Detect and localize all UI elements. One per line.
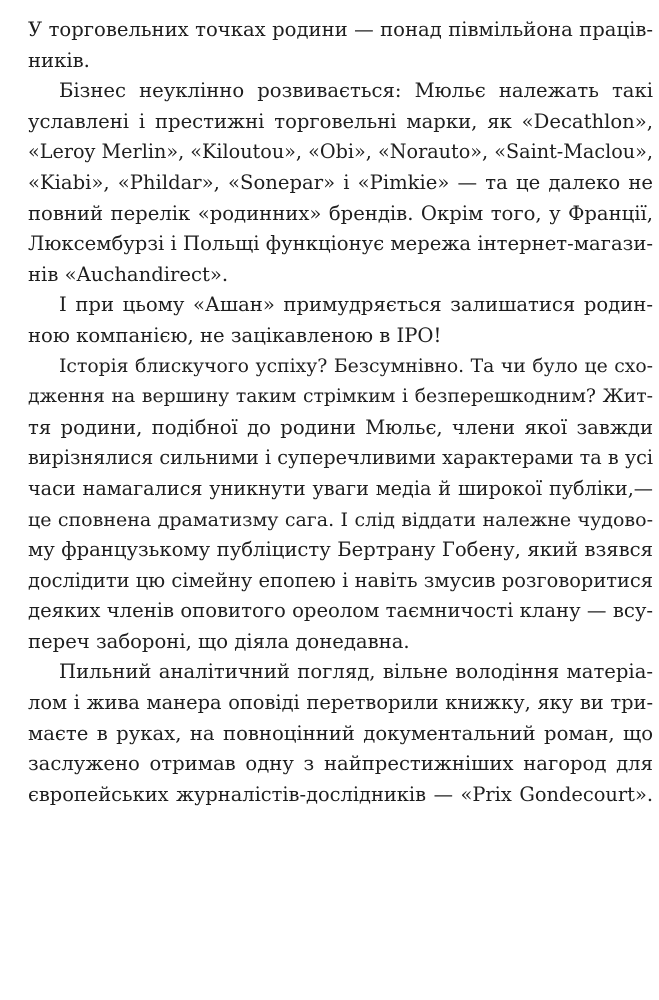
text-line: дослідити цю сімейну епопею і навіть змусив розговоритися: [28, 568, 653, 592]
text-line: заслужено отримав одну з найпрестижніших нагород для: [28, 752, 653, 776]
text-line: нів «Auchandirect».: [28, 262, 229, 286]
text-line: ною компанією, не зацікавленою в IPO!: [28, 323, 442, 347]
text-line: му французькому публіцисту Бертрану Гобену, який взявся: [28, 538, 653, 562]
text-line: переч забороні, що діяла донедавна.: [28, 629, 410, 653]
text-line: Історія блискучого успіху? Безсумнівно. Та чи було це схо-: [59, 355, 653, 377]
text-line: Пильний аналітичний погляд, вільне володіння матеріа-: [59, 660, 653, 684]
text-line: маєте в руках, на повноцінний документальний роман, що: [28, 721, 653, 745]
text-line: ників.: [28, 48, 90, 72]
text-line: Бізнес неуклінно розвивається: Мюльє належать такі: [59, 79, 653, 103]
text-line: лом і жива манера оповіді перетворили книжку, яку ви три-: [28, 691, 653, 715]
text-line: це сповнена драматизму сага. І слід віддати належне чудово-: [28, 508, 653, 531]
text-line: європейських журналістів-дослідників — «Prix Gondecourt».: [28, 782, 653, 806]
page-text: [28, 15, 653, 810]
text-line: часи намагалися уникнути уваги медіа й широкої публіки,—: [28, 476, 653, 500]
text-line: деяких членів оповитого ореолом таємничості клану — всу-: [28, 599, 653, 623]
text-line: повний перелік «родинних» брендів. Окрім того, у Франції,: [28, 201, 653, 225]
text-line: уславлені і престижні торговельні марки, як «Decathlon»,: [28, 109, 653, 133]
text-line: «Leroy Merlin», «Kiloutou», «Obi», «Norauto», «Saint-Maclou»,: [28, 140, 653, 164]
text-line: І при цьому «Ашан» примудряється залишатися родин-: [59, 293, 653, 317]
text-line: вирізнялися сильними і суперечливими характерами та в усі: [28, 446, 653, 470]
text-line: Люксембурзі і Польщі функціонує мережа інтернет-магази-: [28, 232, 653, 256]
text-line: «Kiabi», «Phildar», «Sonepar» і «Pimkie» — та це далеко не: [28, 170, 653, 194]
text-line: дження на вершину таким стрімким і безперешкодним? Жит-: [28, 386, 653, 408]
text-line: тя родини, подібної до родини Мюльє, члени якої завжди: [28, 415, 653, 439]
text-line: У торговельних точках родини — понад півмільйона праців-: [28, 18, 653, 41]
